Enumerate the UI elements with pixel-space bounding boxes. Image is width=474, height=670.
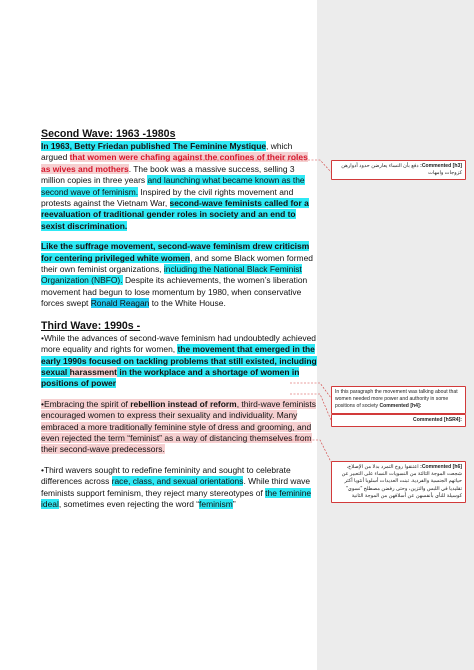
text-run: that women were chafing against the confines of their roles as wives and mothers [41,152,308,174]
comment-author: Commented [hSR4]: [413,417,462,423]
text-run: , and some Black women formed their own feminist organizations, [41,252,313,275]
text-run: Despite its achievements, the women’s liberation movement had begun to lose momentum by 1980, when conservative forces swept [41,275,308,309]
text-run: second-wave feminists called for a reevaluation of traditional gender roles in society and an end to sexist discrimination. [41,198,309,231]
third-wave-heading: Third Wave: 1990s - [41,319,141,332]
comment-text: دفع بأن النساء يعارضن حدود أدوارهن كزوجات وامهات [341,163,462,177]
third-wave-paragraph-3[interactable] [41,465,317,511]
text-run: Like the suffrage movement, second-wave feminism drew criticism for centering privileged white women [41,241,310,263]
text-run: rebellion instead of reform [130,398,237,409]
comment-hsr4[interactable] [331,414,466,427]
text-run: the feminine ideal [41,487,312,509]
comment-author: Commented [h4]: [379,403,422,410]
text-run: feminism [199,498,233,509]
text-run: •While the advances of second-wave feminism had undoubtedly achieved more equality and rights for women, [41,332,316,355]
text-run: •Embracing the spirit of [41,398,131,409]
comment-h4[interactable] [331,386,466,414]
text-run: Ronald Reagan [90,298,150,309]
text-run: ” [232,498,236,509]
second-wave-heading: Second Wave: 1963 -1980s [41,128,176,140]
second-wave-paragraph-2[interactable] [41,241,317,309]
comment-author: Commented [h3]: [420,163,462,169]
text-run: Inspired by the civil rights movement and protests against the Vietnam War, [41,186,294,209]
text-run: to the White House. [149,298,226,309]
text-run: including the National Black Feminist Organization (NBFO). [41,264,302,286]
text-run: , third-wave feminists encouraged women to express their sexuality and individuality. Many embraced a more traditionally feminine style of dress and grooming, and even rejected the term “feminist” as a way of distancing themselves from their second-wave predecessors. [41,398,316,455]
text-run: . The book was a massive success, selling 3 million copies in three years [41,163,295,186]
text-run: . While third wave feminists support feminism, they reject many stereotypes of [41,476,311,498]
comment-author: Commented [h6]: [420,464,462,470]
text-run: •Third wavers sought to redefine femininity and sought to celebrate differences across [41,464,291,487]
text-run: , which argued [41,141,293,163]
comment-h3[interactable] [331,160,466,180]
text-run: and launching what became known as the second wave of feminism. [41,175,305,197]
text-run: harassment [69,366,117,377]
comment-text: In this paragraph the movement was talking about that women needed more power and authority in some positions of society [335,389,458,410]
document-body[interactable] [41,128,317,510]
second-wave-paragraph-1[interactable] [41,141,317,232]
text-run: the movement that emerged in the early 1990s focused on tackling problems that still existed, including sexual [41,344,317,377]
third-wave-paragraph-1[interactable] [41,333,317,390]
comment-h6[interactable] [331,461,466,503]
comment-text: اعتنقوا روح التمرد بدلا من الإصلاح، شجعت الموجة الثالثة من النسويات النساء على التعبير عن حياتهم الجنسية والفردية. تبنت العديدات أسلوبا أنثويا أكثر تقليديا في اللبس والتزين، وحتى رفضن مصطلح "نسوي" كوسيلة للنأي بأنفسهن عن أسلافهن من الموجة الثانية [341,464,462,499]
text-run: in the workplace and a shortage of women in positions of power [41,366,300,389]
third-wave-paragraph-2[interactable] [41,399,317,456]
text-run: race, class, and sexual orientations [111,476,244,487]
text-run: , sometimes even rejecting the word “ [58,498,200,509]
comments-markup-pane [317,0,474,670]
text-run: In 1963, Betty Friedan published The Feminine Mystique [41,141,267,151]
